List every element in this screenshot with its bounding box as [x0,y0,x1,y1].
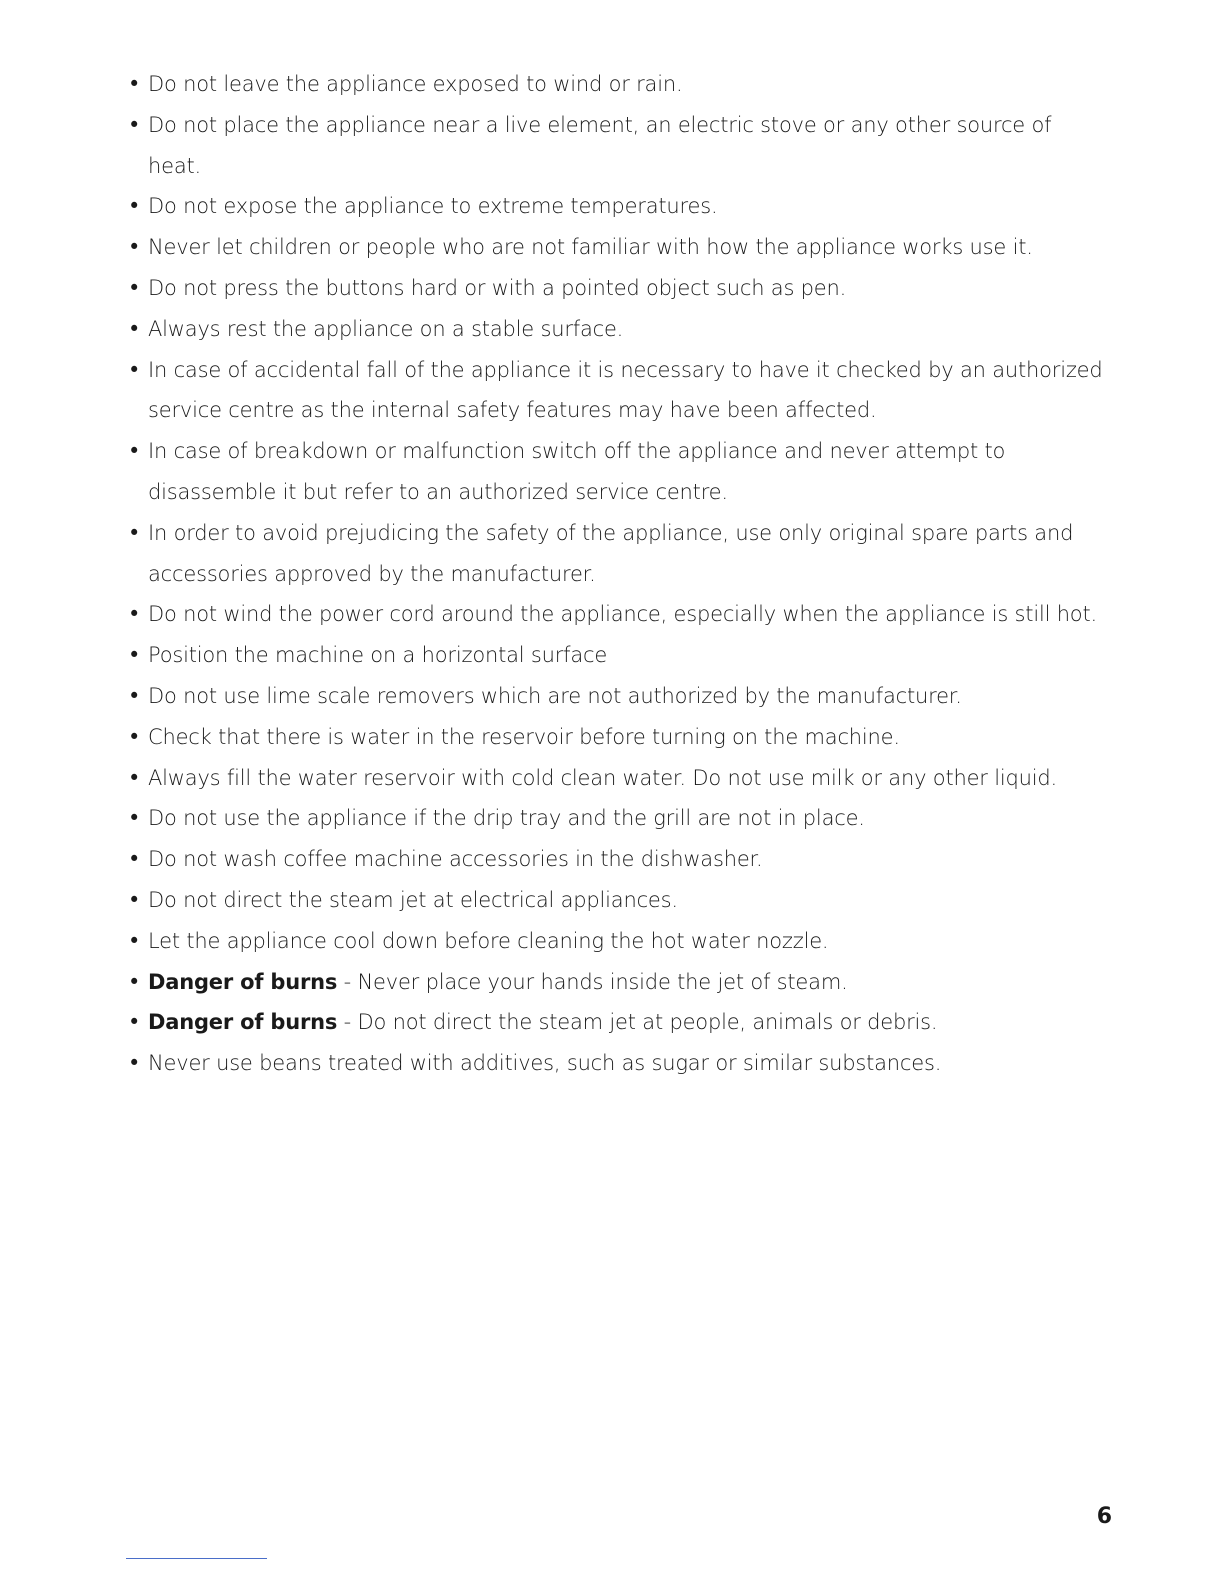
list-item [128,431,1108,513]
item-text: - Do not direct the steam jet at people, animals or debris. [337,1010,938,1035]
list-item [128,676,1108,717]
bullet-icon: • [128,520,141,545]
item-text: Always fill the water reservoir with cold clean water. Do not use milk or any other liquid. [148,765,1057,790]
bullet-icon: • [128,643,141,668]
bullet-icon: • [128,112,141,137]
bullet-icon: • [128,847,141,872]
warning-label: Danger of burns [148,969,338,994]
item-text: Do not place the appliance near a live element, an electric stove or any other source of heat. [148,112,1052,178]
item-text: Do not use the appliance if the drip tray and the grill are not in place. [148,806,865,831]
footer-divider [126,1558,267,1559]
bullet-icon: • [128,969,141,994]
item-text: In case of accidental fall of the appliance it is necessary to have it checked by an authorized service centre as the internal safety features may have been affected. [148,357,1103,423]
safety-instructions-list [128,64,1108,1084]
list-item [128,1043,1108,1084]
bullet-icon: • [128,887,141,912]
list-item [128,635,1108,676]
item-text: In case of breakdown or malfunction switch off the appliance and never attempt to disassemble it but refer to an authorized service centre. [148,439,1006,504]
list-item [128,962,1108,1003]
list-item [128,758,1108,799]
item-text: Position the machine on a horizontal surface [148,643,608,668]
item-text: Do not leave the appliance exposed to wind or rain. [148,72,683,96]
item-text: Do not expose the appliance to extreme temperatures. [148,194,718,219]
warning-label: Danger of burns [148,1010,338,1035]
bullet-icon: • [128,1051,141,1076]
bullet-icon: • [128,1010,141,1035]
item-text: In order to avoid prejudicing the safety of the appliance, use only original spare parts and accessories approved by the manufacturer. [148,520,1074,586]
list-item [128,880,1108,921]
list-item [128,268,1108,309]
bullet-icon: • [128,765,141,790]
item-text: Do not use lime scale removers which are not authorized by the manufacturer. [148,683,962,708]
item-text: Do not wash coffee machine accessories in the dishwasher. [148,847,763,872]
bullet-icon: • [128,806,141,831]
item-text: Do not wind the power cord around the appliance, especially when the appliance is still hot. [148,602,1097,627]
list-item [128,594,1108,635]
bullet-icon: • [128,316,141,341]
list-item [128,105,1108,187]
list-item [128,921,1108,962]
bullet-icon: • [128,357,141,382]
list-item [128,513,1108,595]
list-item [128,309,1108,350]
item-text: Always rest the appliance on a stable surface. [148,316,624,341]
bullet-icon: • [128,235,141,260]
list-item [128,350,1108,432]
item-text: Check that there is water in the reservoir before turning on the machine. [148,724,900,749]
item-text: - Never place your hands inside the jet of steam. [337,969,848,994]
list-item [128,186,1108,227]
page-content [128,64,1108,1084]
bullet-icon: • [128,602,141,627]
item-text: Never let children or people who are not familiar with how the appliance works use it. [148,235,1033,260]
list-item [128,717,1108,758]
item-text: Do not press the buttons hard or with a pointed object such as pen. [148,275,847,300]
list-item [128,839,1108,880]
list-item [128,798,1108,839]
bullet-icon: • [128,275,141,300]
item-text: Let the appliance cool down before cleaning the hot water nozzle. [148,928,829,953]
bullet-icon: • [128,194,141,219]
bullet-icon: • [128,928,141,953]
bullet-icon: • [128,72,141,96]
page-number: 6 [1096,1504,1112,1529]
item-text: Do not direct the steam jet at electrical appliances. [148,887,678,912]
bullet-icon: • [128,439,141,464]
item-text: Never use beans treated with additives, such as sugar or similar substances. [148,1051,942,1076]
bullet-icon: • [128,683,141,708]
list-item [128,1002,1108,1043]
list-item [128,64,1108,105]
list-item [128,227,1108,268]
bullet-icon: • [128,724,141,749]
